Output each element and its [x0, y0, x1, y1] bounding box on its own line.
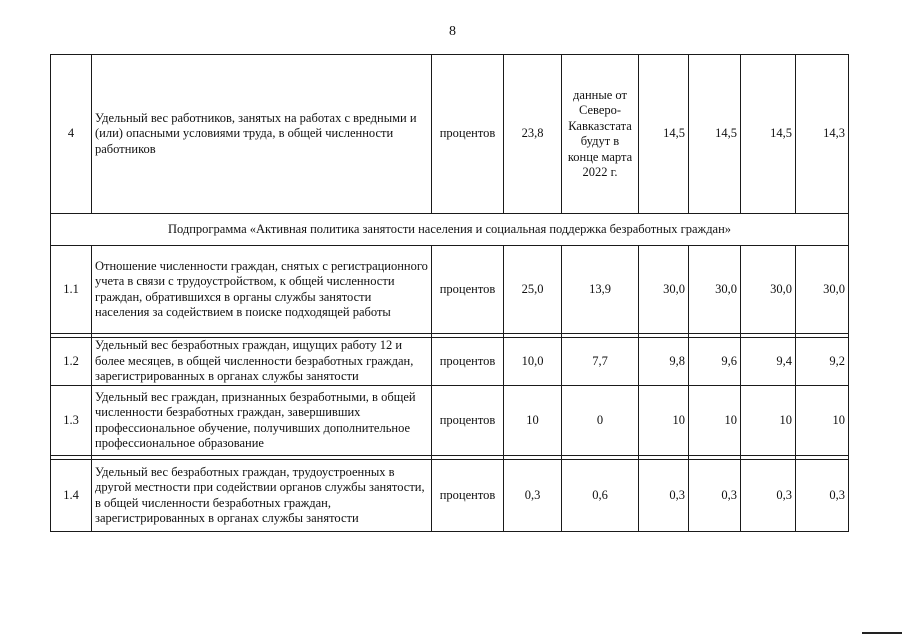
value-cell: 14,5 — [689, 55, 741, 214]
value-cell: 0,3 — [796, 460, 849, 532]
value-cell: 30,0 — [689, 246, 741, 334]
value-cell: 23,8 — [504, 55, 562, 214]
value-cell: 30,0 — [639, 246, 689, 334]
row-number: 1.4 — [51, 460, 92, 532]
value-cell: 0,3 — [741, 460, 796, 532]
value-cell: 10 — [741, 386, 796, 456]
corner-mark — [862, 632, 902, 634]
value-cell: 25,0 — [504, 246, 562, 334]
table-row — [51, 55, 849, 214]
unit-cell: процентов — [432, 460, 504, 532]
indicator-name: Удельный вес безработных граждан, трудоустроенных в другой местности при содействии органов службы занятости, в общей численности безработных граждан, зарегистрированных в органах службы занятости — [92, 460, 432, 532]
row-number: 1.2 — [51, 338, 92, 386]
value-cell: 10 — [639, 386, 689, 456]
indicators-table — [50, 54, 849, 532]
row-number: 1.3 — [51, 386, 92, 456]
value-cell: 0 — [562, 386, 639, 456]
value-cell: 9,4 — [741, 338, 796, 386]
subprogram-title: Подпрограмма «Активная политика занятости населения и социальная поддержка безработных граждан» — [51, 214, 849, 246]
unit-cell: процентов — [432, 338, 504, 386]
indicator-name: Удельный вес безработных граждан, ищущих работу 12 и более месяцев, в общей численности безработных граждан, зарегистрированных в органах службы занятости — [92, 338, 432, 386]
unit-cell: процентов — [432, 246, 504, 334]
value-cell: 14,3 — [796, 55, 849, 214]
value-cell: 9,2 — [796, 338, 849, 386]
value-cell: 10 — [504, 386, 562, 456]
page-number: 8 — [449, 24, 456, 39]
value-cell: 0,3 — [504, 460, 562, 532]
value-cell: 10 — [689, 386, 741, 456]
value-cell: 0,3 — [639, 460, 689, 532]
value-cell: 9,6 — [689, 338, 741, 386]
indicator-name: Удельный вес граждан, признанных безработными, в общей численности безработных граждан, завершивших профессиональное обучение, получивших дополнительное профессиональное образование — [92, 386, 432, 456]
value-cell: 7,7 — [562, 338, 639, 386]
table-row — [51, 460, 849, 532]
subprogram-row — [51, 214, 849, 246]
table-row — [51, 386, 849, 456]
row-number: 1.1 — [51, 246, 92, 334]
unit-cell: процентов — [432, 386, 504, 456]
indicator-name: Удельный вес работников, занятых на работах с вредными и (или) опасными условиями труда, в общей численности работников — [92, 55, 432, 214]
row-number: 4 — [51, 55, 92, 214]
value-cell: 14,5 — [639, 55, 689, 214]
value-cell: 10 — [796, 386, 849, 456]
unit-cell: процентов — [432, 55, 504, 214]
value-cell: 0,6 — [562, 460, 639, 532]
table-row — [51, 246, 849, 334]
value-cell: 13,9 — [562, 246, 639, 334]
value-cell: 9,8 — [639, 338, 689, 386]
value-cell: 30,0 — [741, 246, 796, 334]
table-row — [51, 338, 849, 386]
value-cell: 0,3 — [689, 460, 741, 532]
value-cell: 14,5 — [741, 55, 796, 214]
value-cell: данные от Северо-Кавказстата будут в конце марта 2022 г. — [562, 55, 639, 214]
indicator-name: Отношение численности граждан, снятых с регистрационного учета в связи с трудоустройством, к общей численности граждан, обратившихся в органы службы занятости населения за содействием в поиске подходящей работы — [92, 246, 432, 334]
value-cell: 10,0 — [504, 338, 562, 386]
value-cell: 30,0 — [796, 246, 849, 334]
